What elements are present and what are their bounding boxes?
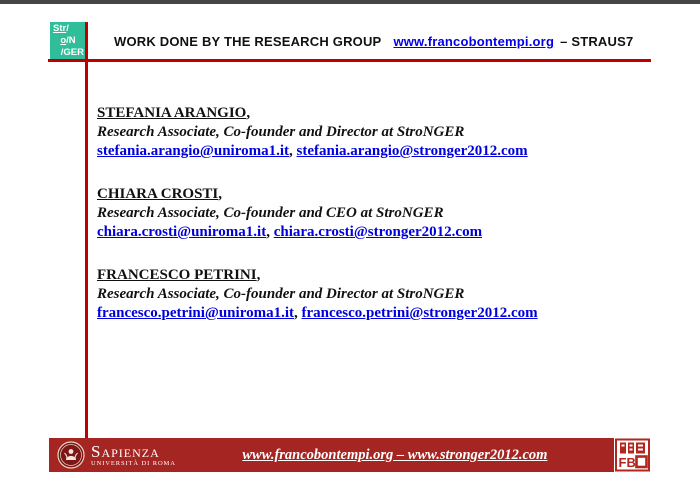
footer-links <box>176 446 614 464</box>
header-underline <box>48 59 651 62</box>
sapienza-emblem-icon <box>57 441 85 469</box>
person-emails: chiara.crosti@uniroma1.it, chiara.crosti@stronger2012.com <box>97 224 483 240</box>
person-emails: stefania.arangio@uniroma1.it, stefania.arangio@stronger2012.com <box>97 143 528 159</box>
title-suffix: – STRAUS7 <box>560 34 634 49</box>
person-emails: francesco.petrini@uniroma1.it, francesco.petrini@stronger2012.com <box>97 305 538 321</box>
email-link[interactable]: stefania.arangio@stronger2012.com <box>296 143 528 159</box>
top-divider <box>0 0 700 4</box>
fb-seal-icon <box>614 438 651 472</box>
title-link[interactable]: www.francobontempi.org <box>393 34 555 49</box>
sapienza-subtitle: UNIVERSITÀ DI ROMA <box>91 459 176 467</box>
title-text: WORK DONE BY THE RESEARCH GROUP <box>114 34 382 49</box>
left-frame-line <box>85 22 88 438</box>
stronger-logo <box>50 22 86 60</box>
stronger-logo-line2: o/N <box>60 35 76 46</box>
stronger-logo-line3: /GER <box>60 47 84 58</box>
footer-bar <box>49 438 651 472</box>
email-link[interactable]: chiara.crosti@stronger2012.com <box>273 224 483 240</box>
footer-link[interactable]: www.francobontempi.org – www.stronger2012.com <box>242 447 548 463</box>
sapienza-name: Sapienza <box>91 441 160 461</box>
sapienza-logo <box>57 441 176 469</box>
email-link[interactable]: chiara.crosti@uniroma1.it <box>97 224 267 240</box>
stronger-logo-line1: Str/ <box>53 23 69 34</box>
person-role: Research Associate, Co-founder and CEO at StroNGER <box>97 205 444 221</box>
email-link[interactable]: francesco.petrini@stronger2012.com <box>301 305 538 321</box>
svg-text:FB: FB <box>618 455 636 470</box>
sapienza-wordmark <box>91 441 176 467</box>
person-name: CHIARA CROSTI, <box>97 186 223 202</box>
email-link[interactable]: francesco.petrini@uniroma1.it <box>97 305 294 321</box>
person-name: FRANCESCO PETRINI, <box>97 267 261 283</box>
person-entry <box>97 104 538 161</box>
person-name: STEFANIA ARANGIO, <box>97 105 251 121</box>
person-role: Research Associate, Co-founder and Director at StroNGER <box>97 286 465 302</box>
email-link[interactable]: stefania.arangio@uniroma1.it <box>97 143 290 159</box>
people-list <box>97 104 538 347</box>
page-title <box>114 34 633 49</box>
person-entry <box>97 185 538 242</box>
person-role: Research Associate, Co-founder and Director at StroNGER <box>97 124 465 140</box>
person-entry <box>97 266 538 323</box>
